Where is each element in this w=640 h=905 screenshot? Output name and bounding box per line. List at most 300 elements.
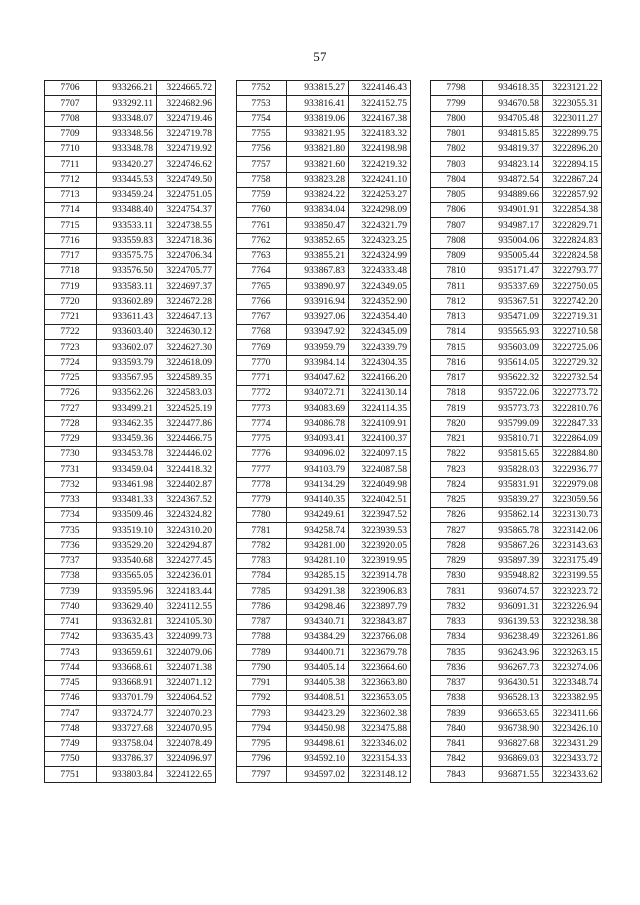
- table-row: [431, 218, 602, 233]
- point-id-cell: 7795: [237, 736, 287, 751]
- point-id-cell: 7802: [431, 142, 483, 157]
- point-id-cell: 7835: [431, 645, 483, 660]
- point-id-cell: 7719: [45, 279, 97, 294]
- table-row: [431, 691, 602, 706]
- point-id-cell: 7747: [45, 706, 97, 721]
- x-coordinate-cell: 934987.17: [483, 218, 543, 233]
- table-row: [45, 370, 216, 385]
- y-coordinate-cell: 3224706.34: [157, 248, 216, 263]
- x-coordinate-cell: 934249.61: [287, 508, 349, 523]
- table-row: [431, 584, 602, 599]
- y-coordinate-cell: 3222867.24: [543, 172, 602, 187]
- y-coordinate-cell: 3222725.06: [543, 340, 602, 355]
- table-row: [431, 187, 602, 202]
- point-id-cell: 7707: [45, 96, 97, 111]
- x-coordinate-cell: 933629.40: [97, 599, 157, 614]
- table-row: [237, 508, 411, 523]
- y-coordinate-cell: 3222810.76: [543, 401, 602, 416]
- point-id-cell: 7840: [431, 721, 483, 736]
- point-id-cell: 7829: [431, 553, 483, 568]
- table-row: [431, 599, 602, 614]
- table-row: [45, 614, 216, 629]
- y-coordinate-cell: 3224167.38: [349, 111, 411, 126]
- point-id-cell: 7726: [45, 386, 97, 401]
- table-body: [237, 81, 411, 783]
- point-id-cell: 7771: [237, 370, 287, 385]
- x-coordinate-cell: 935614.05: [483, 355, 543, 370]
- y-coordinate-cell: 3224183.44: [157, 584, 216, 599]
- table-row: [237, 569, 411, 584]
- x-coordinate-cell: 936267.73: [483, 660, 543, 675]
- x-coordinate-cell: 933519.10: [97, 523, 157, 538]
- y-coordinate-cell: 3224183.32: [349, 126, 411, 141]
- table-row: [45, 233, 216, 248]
- point-id-cell: 7837: [431, 675, 483, 690]
- y-coordinate-cell: 3224099.73: [157, 630, 216, 645]
- table-row: [237, 325, 411, 340]
- table-row: [45, 111, 216, 126]
- table-row: [237, 645, 411, 660]
- y-coordinate-cell: 3222742.20: [543, 294, 602, 309]
- point-id-cell: 7761: [237, 218, 287, 233]
- table-row: [45, 721, 216, 736]
- point-id-cell: 7804: [431, 172, 483, 187]
- point-id-cell: 7818: [431, 386, 483, 401]
- table-row: [45, 81, 216, 96]
- x-coordinate-cell: 933509.46: [97, 508, 157, 523]
- y-coordinate-cell: 3224402.87: [157, 477, 216, 492]
- table-row: [237, 431, 411, 446]
- point-id-cell: 7810: [431, 264, 483, 279]
- table-row: [45, 736, 216, 751]
- point-id-cell: 7813: [431, 309, 483, 324]
- x-coordinate-cell: 933348.78: [97, 142, 157, 157]
- y-coordinate-cell: 3223411.66: [543, 706, 602, 721]
- y-coordinate-cell: 3222884.80: [543, 447, 602, 462]
- x-coordinate-cell: 933459.04: [97, 462, 157, 477]
- x-coordinate-cell: 935005.44: [483, 248, 543, 263]
- y-coordinate-cell: 3224672.28: [157, 294, 216, 309]
- point-id-cell: 7734: [45, 508, 97, 523]
- x-coordinate-cell: 933576.50: [97, 264, 157, 279]
- table-row: [237, 126, 411, 141]
- point-id-cell: 7821: [431, 431, 483, 446]
- point-id-cell: 7756: [237, 142, 287, 157]
- table-row: [431, 752, 602, 767]
- point-id-cell: 7834: [431, 630, 483, 645]
- y-coordinate-cell: 3222899.75: [543, 126, 602, 141]
- point-id-cell: 7749: [45, 736, 97, 751]
- point-id-cell: 7784: [237, 569, 287, 584]
- y-coordinate-cell: 3224241.10: [349, 172, 411, 187]
- table-row: [45, 187, 216, 202]
- table-row: [237, 691, 411, 706]
- y-coordinate-cell: 3224064.52: [157, 691, 216, 706]
- point-id-cell: 7806: [431, 203, 483, 218]
- x-coordinate-cell: 936653.65: [483, 706, 543, 721]
- table-row: [431, 645, 602, 660]
- table-row: [45, 325, 216, 340]
- table-row: [45, 96, 216, 111]
- table-row: [45, 157, 216, 172]
- y-coordinate-cell: 3224583.03: [157, 386, 216, 401]
- table-row: [45, 675, 216, 690]
- x-coordinate-cell: 934597.02: [287, 767, 349, 782]
- y-coordinate-cell: 3223431.29: [543, 736, 602, 751]
- point-id-cell: 7775: [237, 431, 287, 446]
- y-coordinate-cell: 3224719.46: [157, 111, 216, 126]
- table-row: [237, 218, 411, 233]
- x-coordinate-cell: 933959.79: [287, 340, 349, 355]
- y-coordinate-cell: 3224078.49: [157, 736, 216, 751]
- x-coordinate-cell: 933947.92: [287, 325, 349, 340]
- point-id-cell: 7732: [45, 477, 97, 492]
- y-coordinate-cell: 3222750.05: [543, 279, 602, 294]
- x-coordinate-cell: 933852.65: [287, 233, 349, 248]
- point-id-cell: 7720: [45, 294, 97, 309]
- y-coordinate-cell: 3224627.30: [157, 340, 216, 355]
- point-id-cell: 7759: [237, 187, 287, 202]
- y-coordinate-cell: 3223148.12: [349, 767, 411, 782]
- y-coordinate-cell: 3224070.95: [157, 721, 216, 736]
- y-coordinate-cell: 3223947.52: [349, 508, 411, 523]
- table-row: [237, 81, 411, 96]
- table-row: [431, 569, 602, 584]
- table-row: [45, 538, 216, 553]
- point-id-cell: 7717: [45, 248, 97, 263]
- table-row: [237, 599, 411, 614]
- y-coordinate-cell: 3222936.77: [543, 462, 602, 477]
- x-coordinate-cell: 933593.79: [97, 355, 157, 370]
- y-coordinate-cell: 3224105.30: [157, 614, 216, 629]
- table-row: [45, 508, 216, 523]
- table-row: [45, 172, 216, 187]
- y-coordinate-cell: 3223602.38: [349, 706, 411, 721]
- table-row: [237, 660, 411, 675]
- point-id-cell: 7839: [431, 706, 483, 721]
- x-coordinate-cell: 933927.06: [287, 309, 349, 324]
- x-coordinate-cell: 934093.41: [287, 431, 349, 446]
- table-row: [431, 492, 602, 507]
- x-coordinate-cell: 934047.62: [287, 370, 349, 385]
- y-coordinate-cell: 3224079.06: [157, 645, 216, 660]
- x-coordinate-cell: 934901.91: [483, 203, 543, 218]
- x-coordinate-cell: 933786.37: [97, 752, 157, 767]
- x-coordinate-cell: 934298.46: [287, 599, 349, 614]
- y-coordinate-cell: 3224718.36: [157, 233, 216, 248]
- table-row: [237, 401, 411, 416]
- table-row: [237, 614, 411, 629]
- y-coordinate-cell: 3223238.38: [543, 614, 602, 629]
- x-coordinate-cell: 934405.38: [287, 675, 349, 690]
- table-row: [237, 477, 411, 492]
- table-row: [45, 355, 216, 370]
- table-row: [237, 492, 411, 507]
- point-id-cell: 7788: [237, 630, 287, 645]
- x-coordinate-cell: 934405.14: [287, 660, 349, 675]
- point-id-cell: 7842: [431, 752, 483, 767]
- point-id-cell: 7777: [237, 462, 287, 477]
- x-coordinate-cell: 933602.89: [97, 294, 157, 309]
- x-coordinate-cell: 935565.93: [483, 325, 543, 340]
- x-coordinate-cell: 933459.24: [97, 187, 157, 202]
- table-row: [431, 431, 602, 446]
- y-coordinate-cell: 3224321.79: [349, 218, 411, 233]
- point-id-cell: 7758: [237, 172, 287, 187]
- y-coordinate-cell: 3224324.99: [349, 248, 411, 263]
- x-coordinate-cell: 933916.94: [287, 294, 349, 309]
- y-coordinate-cell: 3224697.37: [157, 279, 216, 294]
- table-row: [45, 462, 216, 477]
- x-coordinate-cell: 935622.32: [483, 370, 543, 385]
- x-coordinate-cell: 934134.29: [287, 477, 349, 492]
- x-coordinate-cell: 935603.09: [483, 340, 543, 355]
- y-coordinate-cell: 3224333.48: [349, 264, 411, 279]
- y-coordinate-cell: 3222979.08: [543, 477, 602, 492]
- table-row: [45, 126, 216, 141]
- table-row: [431, 721, 602, 736]
- table-row: [237, 142, 411, 157]
- y-coordinate-cell: 3224738.55: [157, 218, 216, 233]
- table-row: [45, 706, 216, 721]
- y-coordinate-cell: 3224087.58: [349, 462, 411, 477]
- x-coordinate-cell: 933803.84: [97, 767, 157, 782]
- table-row: [431, 126, 602, 141]
- y-coordinate-cell: 3223920.05: [349, 538, 411, 553]
- x-coordinate-cell: 933819.06: [287, 111, 349, 126]
- y-coordinate-cell: 3223843.87: [349, 614, 411, 629]
- x-coordinate-cell: 934815.85: [483, 126, 543, 141]
- x-coordinate-cell: 933565.05: [97, 569, 157, 584]
- table-row: [45, 218, 216, 233]
- point-id-cell: 7768: [237, 325, 287, 340]
- point-id-cell: 7828: [431, 538, 483, 553]
- y-coordinate-cell: 3224339.79: [349, 340, 411, 355]
- x-coordinate-cell: 936139.53: [483, 614, 543, 629]
- point-id-cell: 7748: [45, 721, 97, 736]
- point-id-cell: 7824: [431, 477, 483, 492]
- table-row: [45, 294, 216, 309]
- x-coordinate-cell: 936738.90: [483, 721, 543, 736]
- table-row: [45, 477, 216, 492]
- table-row: [431, 767, 602, 782]
- table-row: [237, 309, 411, 324]
- x-coordinate-cell: 933632.81: [97, 614, 157, 629]
- point-id-cell: 7724: [45, 355, 97, 370]
- point-id-cell: 7710: [45, 142, 97, 157]
- point-id-cell: 7812: [431, 294, 483, 309]
- y-coordinate-cell: 3223475.88: [349, 721, 411, 736]
- point-id-cell: 7823: [431, 462, 483, 477]
- x-coordinate-cell: 934618.35: [483, 81, 543, 96]
- y-coordinate-cell: 3224122.65: [157, 767, 216, 782]
- y-coordinate-cell: 3223143.63: [543, 538, 602, 553]
- x-coordinate-cell: 934140.35: [287, 492, 349, 507]
- x-coordinate-cell: 933562.26: [97, 386, 157, 401]
- x-coordinate-cell: 935171.47: [483, 264, 543, 279]
- table-row: [431, 401, 602, 416]
- point-id-cell: 7718: [45, 264, 97, 279]
- point-id-cell: 7807: [431, 218, 483, 233]
- x-coordinate-cell: 935831.91: [483, 477, 543, 492]
- table-row: [431, 477, 602, 492]
- point-id-cell: 7750: [45, 752, 97, 767]
- x-coordinate-cell: 935773.73: [483, 401, 543, 416]
- table-row: [45, 752, 216, 767]
- table-row: [237, 553, 411, 568]
- table-row: [237, 355, 411, 370]
- point-id-cell: 7805: [431, 187, 483, 202]
- y-coordinate-cell: 3224746.62: [157, 157, 216, 172]
- y-coordinate-cell: 3224352.90: [349, 294, 411, 309]
- x-coordinate-cell: 935722.06: [483, 386, 543, 401]
- table-row: [237, 203, 411, 218]
- y-coordinate-cell: 3224466.75: [157, 431, 216, 446]
- y-coordinate-cell: 3224071.38: [157, 660, 216, 675]
- y-coordinate-cell: 3222894.15: [543, 157, 602, 172]
- point-id-cell: 7786: [237, 599, 287, 614]
- x-coordinate-cell: 933834.04: [287, 203, 349, 218]
- y-coordinate-cell: 3224236.01: [157, 569, 216, 584]
- y-coordinate-cell: 3224477.86: [157, 416, 216, 431]
- point-id-cell: 7727: [45, 401, 97, 416]
- y-coordinate-cell: 3224705.77: [157, 264, 216, 279]
- y-coordinate-cell: 3224367.52: [157, 492, 216, 507]
- y-coordinate-cell: 3223142.06: [543, 523, 602, 538]
- point-id-cell: 7742: [45, 630, 97, 645]
- table-row: [45, 569, 216, 584]
- table-row: [431, 309, 602, 324]
- y-coordinate-cell: 3222710.58: [543, 325, 602, 340]
- table-row: [45, 386, 216, 401]
- point-id-cell: 7820: [431, 416, 483, 431]
- y-coordinate-cell: 3224100.37: [349, 431, 411, 446]
- table-row: [431, 279, 602, 294]
- table-row: [431, 248, 602, 263]
- y-coordinate-cell: 3223055.31: [543, 96, 602, 111]
- table-row: [431, 172, 602, 187]
- y-coordinate-cell: 3224152.75: [349, 96, 411, 111]
- y-coordinate-cell: 3223382.95: [543, 691, 602, 706]
- y-coordinate-cell: 3222896.20: [543, 142, 602, 157]
- point-id-cell: 7808: [431, 233, 483, 248]
- table-row: [45, 264, 216, 279]
- point-id-cell: 7723: [45, 340, 97, 355]
- y-coordinate-cell: 3224324.82: [157, 508, 216, 523]
- x-coordinate-cell: 933821.80: [287, 142, 349, 157]
- y-coordinate-cell: 3224114.35: [349, 401, 411, 416]
- point-id-cell: 7730: [45, 447, 97, 462]
- x-coordinate-cell: 933445.53: [97, 172, 157, 187]
- table-body: [45, 81, 216, 783]
- y-coordinate-cell: 3224097.15: [349, 447, 411, 462]
- y-coordinate-cell: 3224298.09: [349, 203, 411, 218]
- y-coordinate-cell: 3224130.14: [349, 386, 411, 401]
- y-coordinate-cell: 3224719.92: [157, 142, 216, 157]
- x-coordinate-cell: 933540.68: [97, 553, 157, 568]
- x-coordinate-cell: 934872.54: [483, 172, 543, 187]
- point-id-cell: 7780: [237, 508, 287, 523]
- coordinate-table-3: [430, 80, 602, 783]
- x-coordinate-cell: 933420.27: [97, 157, 157, 172]
- y-coordinate-cell: 3224146.43: [349, 81, 411, 96]
- y-coordinate-cell: 3223663.80: [349, 675, 411, 690]
- y-coordinate-cell: 3223346.02: [349, 736, 411, 751]
- y-coordinate-cell: 3224166.20: [349, 370, 411, 385]
- point-id-cell: 7757: [237, 157, 287, 172]
- y-coordinate-cell: 3224589.35: [157, 370, 216, 385]
- point-id-cell: 7841: [431, 736, 483, 751]
- table-row: [431, 538, 602, 553]
- table-row: [45, 523, 216, 538]
- x-coordinate-cell: 936238.49: [483, 630, 543, 645]
- point-id-cell: 7789: [237, 645, 287, 660]
- table-row: [237, 736, 411, 751]
- x-coordinate-cell: 933567.95: [97, 370, 157, 385]
- coordinate-table-2: [236, 80, 411, 783]
- point-id-cell: 7743: [45, 645, 97, 660]
- point-id-cell: 7716: [45, 233, 97, 248]
- y-coordinate-cell: 3223653.05: [349, 691, 411, 706]
- table-row: [237, 370, 411, 385]
- table-row: [237, 96, 411, 111]
- table-row: [45, 630, 216, 645]
- point-id-cell: 7738: [45, 569, 97, 584]
- y-coordinate-cell: 3224112.55: [157, 599, 216, 614]
- table-row: [237, 462, 411, 477]
- table-row: [237, 340, 411, 355]
- y-coordinate-cell: 3224751.05: [157, 187, 216, 202]
- point-id-cell: 7797: [237, 767, 287, 782]
- point-id-cell: 7796: [237, 752, 287, 767]
- y-coordinate-cell: 3224304.35: [349, 355, 411, 370]
- point-id-cell: 7826: [431, 508, 483, 523]
- x-coordinate-cell: 935865.78: [483, 523, 543, 538]
- y-coordinate-cell: 3224253.27: [349, 187, 411, 202]
- x-coordinate-cell: 933635.43: [97, 630, 157, 645]
- y-coordinate-cell: 3224719.78: [157, 126, 216, 141]
- point-id-cell: 7843: [431, 767, 483, 782]
- point-id-cell: 7714: [45, 203, 97, 218]
- x-coordinate-cell: 933488.40: [97, 203, 157, 218]
- point-id-cell: 7825: [431, 492, 483, 507]
- point-id-cell: 7799: [431, 96, 483, 111]
- point-id-cell: 7798: [431, 81, 483, 96]
- y-coordinate-cell: 3223059.56: [543, 492, 602, 507]
- x-coordinate-cell: 933724.77: [97, 706, 157, 721]
- x-coordinate-cell: 934823.14: [483, 157, 543, 172]
- x-coordinate-cell: 933529.20: [97, 538, 157, 553]
- table-row: [431, 355, 602, 370]
- point-id-cell: 7722: [45, 325, 97, 340]
- y-coordinate-cell: 3223919.95: [349, 553, 411, 568]
- point-id-cell: 7741: [45, 614, 97, 629]
- table-row: [431, 508, 602, 523]
- x-coordinate-cell: 933266.21: [97, 81, 157, 96]
- table-row: [431, 660, 602, 675]
- point-id-cell: 7763: [237, 248, 287, 263]
- table-row: [45, 584, 216, 599]
- x-coordinate-cell: 933348.56: [97, 126, 157, 141]
- y-coordinate-cell: 3223226.94: [543, 599, 602, 614]
- table-row: [431, 386, 602, 401]
- point-id-cell: 7830: [431, 569, 483, 584]
- x-coordinate-cell: 933867.83: [287, 264, 349, 279]
- x-coordinate-cell: 933821.95: [287, 126, 349, 141]
- x-coordinate-cell: 934498.61: [287, 736, 349, 751]
- y-coordinate-cell: 3224096.97: [157, 752, 216, 767]
- x-coordinate-cell: 934670.58: [483, 96, 543, 111]
